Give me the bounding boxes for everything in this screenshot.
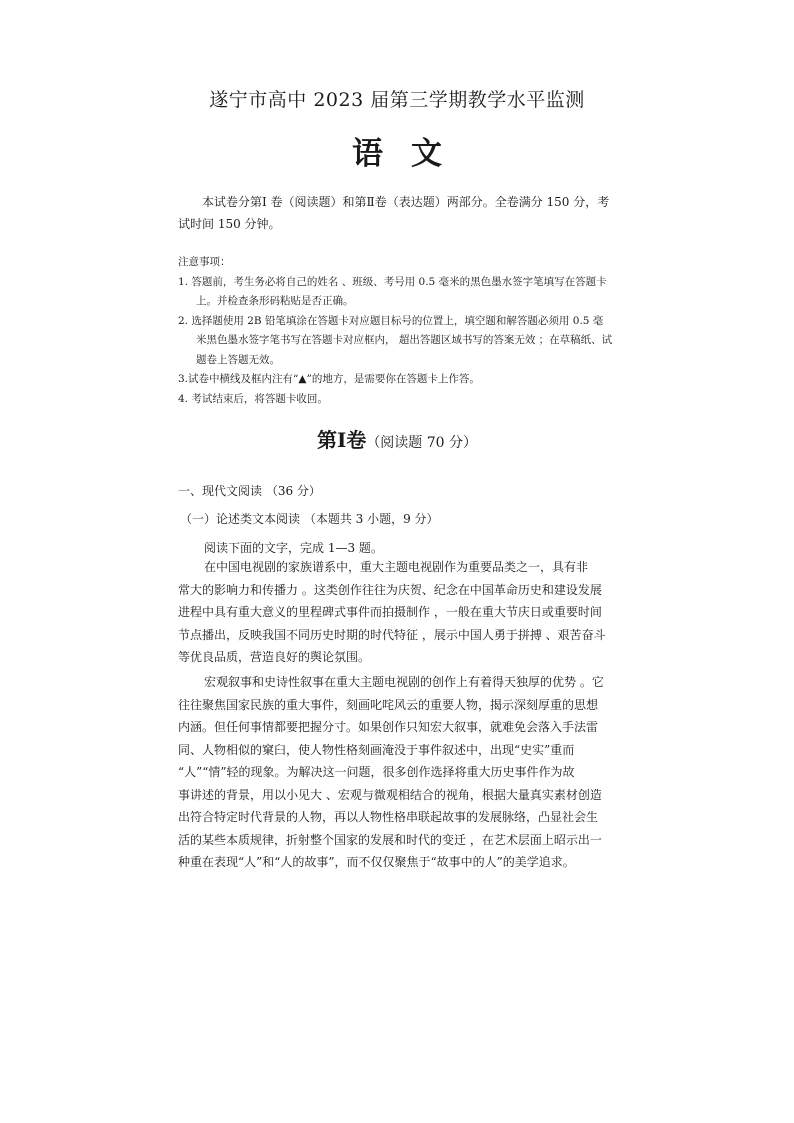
notes-block [178, 253, 618, 409]
exam-title: 遂宁市高中 2023 届第三学期教学水平监测 [209, 89, 585, 111]
note-item: 2. 选择题使用 2B 铅笔填涂在答题卡对应题目标号的位置上，填空题和解答题必须用 0.5 毫 [178, 314, 604, 327]
note-item: 1. 答题前，考生务必将自己的姓名 、班级、考号用 0.5 毫米的黑色墨水签字笔填写在答题卡 [178, 275, 607, 288]
notes-heading: 注意事项： [178, 256, 231, 268]
subject-title: 语文 [352, 136, 470, 172]
exam-intro: 本试卷分第Ⅰ 卷（阅读题）和第Ⅱ卷（表达题）两部分。全卷满分 150 分，考试时间 150 分钟。 [178, 195, 610, 231]
paragraph-line: 种重在表现“人”和“人的故事”，而不仅仅聚焦于“故事中的人”的美学追求。 [178, 855, 575, 869]
paragraph-line: 在中国电视剧的家族谱系中，重大主题电视剧作为重要品类之一，具有非 [204, 560, 589, 574]
passage-paragraph-2 [178, 671, 618, 874]
section-title-main: 第Ⅰ卷 [316, 428, 367, 452]
paragraph-line: 活的某些本质规律，折射整个国家的发展和时代的变迁 ，在艺术层面上昭示出一 [178, 832, 602, 847]
section-title-sub: （阅读题 70 分） [366, 435, 478, 451]
paragraph-line: 进程中具有重大意义的里程碑式事件而拍摄制作 ，一般在重大节庆日或重要时间 [178, 605, 602, 619]
section-title [0, 424, 794, 453]
paragraph-line: 出符合特定时代背景的人物，再以人物性格串联起故事的发展脉络，凸显社会生 [178, 810, 599, 824]
note-item-continuation: 题卷上答题无效。 [196, 353, 280, 366]
paragraph-line: 等优良品质，营造良好的舆论氛围。 [178, 650, 371, 664]
part-heading: 一、现代文阅读 （36 分） [178, 484, 321, 498]
paragraph-line: 往往聚焦国家民族的重大事件，刻画叱咤风云的重要人物，揭示深刻厚重的思想 [178, 697, 599, 712]
paragraph-line: 内涵。但任何事情都要把握分寸。如果创作只知宏大叙事，就难免会落入手法雷 [178, 720, 599, 734]
note-item: 4. 考试结束后，将答题卡收回。 [178, 392, 328, 405]
paragraph-line: “人”“情”轻的现象。为解决这一问题，很多创作选择将重大历史事件作为故 [178, 765, 575, 779]
paragraph-line: 节点播出，反映我国不同历史时期的时代特征 ，展示中国人勇于拼搏 、艰苦奋斗 [178, 627, 606, 642]
note-item-continuation: 米黑色墨水签字笔书写在答题卡对应框内， 超出答题区域书写的答案无效 ；在草稿纸、试 [196, 334, 613, 346]
paragraph-line: 事讲述的背景，用以小见大 、宏观与微观相结合的视角，根据大量真实素材创造 [178, 787, 602, 802]
note-item-continuation: 上。并检查条形码粘贴是否正确。 [196, 295, 354, 307]
reading-instruction: 阅读下面的文字，完成 1—3 题。 [204, 541, 383, 555]
note-item: 3.试卷中横线及框内注有“▲”的地方，是需要你在答题卡上作答。 [178, 373, 480, 385]
paragraph-line: 常大的影响力和传播力 。这类创作往往为庆贺、纪念在中国革命历史和建设发展 [178, 582, 602, 597]
passage-paragraph-1 [178, 556, 618, 669]
paragraph-line: 同、人物相似的窠臼，使人物性格刻画淹没于事件叙述中，出现“史实”重而 [178, 742, 575, 757]
paragraph-line: 宏观叙事和史诗性叙事在重大主题电视剧的创作上有着得天独厚的优势 。它 [204, 675, 604, 689]
subpart-heading: （一）论述类文本阅读 （本题共 3 小题，9 分） [180, 512, 439, 526]
